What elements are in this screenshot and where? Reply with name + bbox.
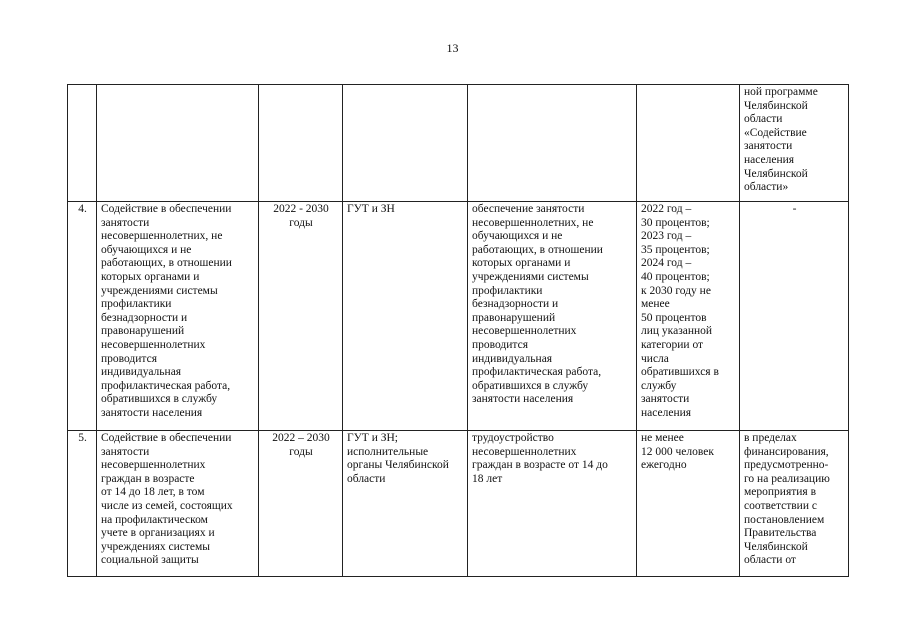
cell-num: 5. (68, 431, 97, 577)
cell-period: 2022 - 2030 годы (259, 202, 343, 431)
cell-financing: ной программе Челябинской области «Содействие занятости населения Челябинской области» (740, 85, 849, 202)
cell-period (259, 85, 343, 202)
cell-executor (343, 85, 468, 202)
table-row (68, 85, 849, 202)
cell-activity: Содействие в обеспечении занятости несовершеннолетних граждан в возрасте от 14 до 18 лет, в том числе из семей, состоящих на профилактическом учете в организациях и учреждениях системы социальной защиты (97, 431, 259, 577)
table-row (68, 431, 849, 577)
cell-result: трудоустройство несовершеннолетних граждан в возрасте от 14 до 18 лет (468, 431, 637, 577)
cell-indicator: не менее 12 000 человек ежегодно (637, 431, 740, 577)
cell-result (468, 85, 637, 202)
cell-financing: в пределах финансирования, предусмотренно- го на реализацию мероприятия в соответствии с постановлением Правительства Челябинской области от (740, 431, 849, 577)
cell-indicator (637, 85, 740, 202)
table-row (68, 202, 849, 431)
cell-activity (97, 85, 259, 202)
page-number: 13 (446, 41, 459, 55)
cell-indicator: 2022 год – 30 процентов; 2023 год – 35 процентов; 2024 год – 40 процентов; к 2030 году не менее 50 процентов лиц указанной категории от числа обратившихся в службу занятости населения (637, 202, 740, 431)
cell-activity: Содействие в обеспечении занятости несовершеннолетних, не обучающихся и не работающих, в отношении которых органами и учреждениями системы профилактики безнадзорности и правонарушений несовершеннолетних проводится индивидуальная профилактическая работа, обратившихся в службу занятости населения (97, 202, 259, 431)
cell-result: обеспечение занятости несовершеннолетних, не обучающихся и не работающих, в отношении которых органами и учреждениями системы профилактики безнадзорности и правонарушений несовершеннолетних проводится индивидуальная профилактическая работа, обратившихся в службу занятости населения (468, 202, 637, 431)
cell-period: 2022 – 2030 годы (259, 431, 343, 577)
cell-num: 4. (68, 202, 97, 431)
cell-num (68, 85, 97, 202)
measures-table (67, 84, 849, 577)
cell-executor: ГУТ и ЗН; исполнительные органы Челябинской области (343, 431, 468, 577)
cell-financing: - (740, 202, 849, 431)
cell-executor: ГУТ и ЗН (343, 202, 468, 431)
